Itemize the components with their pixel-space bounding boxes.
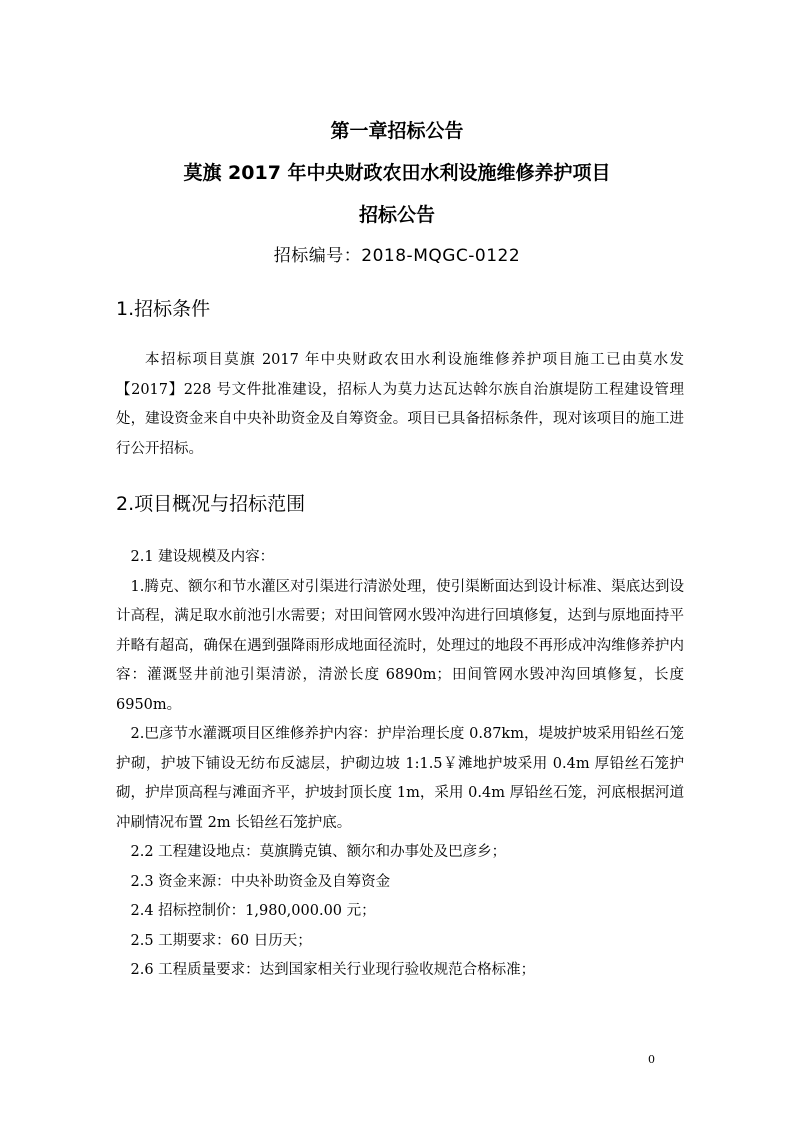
page-number: 0	[648, 1053, 655, 1066]
project-title: 莫旗 2017 年中央财政农田水利设施维修养护项目	[183, 162, 611, 184]
chapter-title: 第一章招标公告	[330, 120, 464, 142]
document-title: 招标公告	[358, 204, 435, 226]
section-heading-conditions: 1.招标条件	[116, 298, 211, 320]
list-item: 2.5 工期要求：60 日历天；	[130, 932, 312, 949]
conditions-paragraph: 本招标项目莫旗 2017 年中央财政农田水利设施维修养护项目施工已由莫水发【2017】228 号文件批准建设，招标人为莫力达瓦达斡尔族自治旗堤防工程建设管理处，建设资金来自中央补助资金及自筹资金。项目已具备招标条件，现对该项目的施工进行公开招标。	[116, 352, 684, 457]
list-item: 2.巴彦节水灌溉项目区维修养护内容：护岸治理长度 0.87km，堤坡护坡采用铅丝石笼护砌，护坡下铺设无纺布反滤层，护砌边坡 1:1.5￥滩地护坡采用 0.4m 厚铅丝石笼护砌，护岸顶高程与滩面齐平，护坡封顶长度 1m，采用 0.4m 厚铅丝石笼，河底根据河道冲刷情况布置 2m 长铅丝石笼护底。	[116, 726, 684, 831]
overview-content	[116, 543, 684, 986]
list-item: 2.2 工程建设地点：莫旗腾克镇、额尔和办事处及巴彦乡；	[130, 844, 507, 860]
list-item: 2.6 工程质量要求：达到国家相关行业现行验收规范合格标准；	[130, 962, 536, 978]
list-item: 2.3 资金来源：中央补助资金及自筹资金	[130, 873, 391, 890]
section-heading-overview: 2.项目概况与招标范围	[116, 493, 306, 515]
list-item: 2.4 招标控制价：1,980,000.00 元；	[130, 903, 376, 919]
list-item: 1.腾克、额尔和节水灌区对引渠进行清淤处理，使引渠断面达到设计标准、渠底达到设计高程，满足取水前池引水需要；对田间管网水毁冲沟进行回填修复，达到与原地面持平并略有超高，确保在遇到强降雨形成地面径流时，处理过的地段不再形成冲沟维修养护内容：灌溉竖井前池引渠清淤，清淤长度 6890m；田间管网水毁冲沟回填修复，长度 6950m。	[116, 578, 684, 713]
list-item: 2.1 建设规模及内容：	[130, 549, 275, 565]
tender-number: 招标编号：2018-MQGC-0122	[273, 246, 521, 266]
